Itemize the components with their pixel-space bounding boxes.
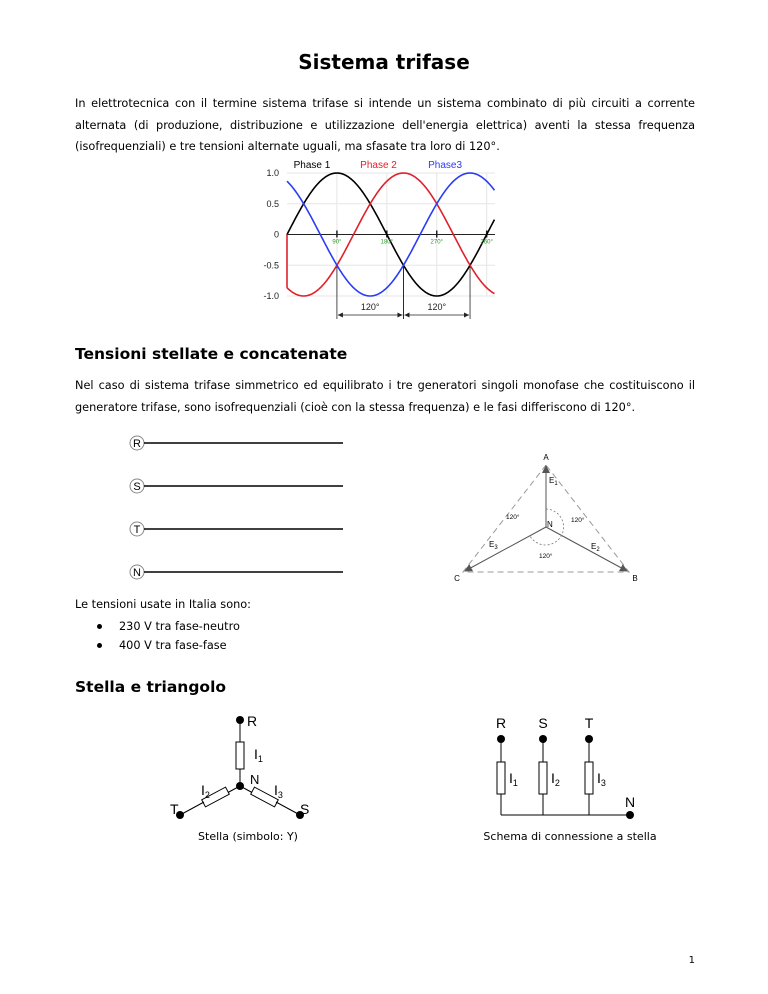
scheme-current-1: $I_1$ [509, 770, 518, 788]
star-connection-scheme [480, 710, 655, 830]
vertex-b: B [632, 574, 638, 583]
intro-paragraph: In elettrotecnica con il termine sistema trifase si intende un sistema combinato di più circuiti a corrente alternata (di produzione, distribuzione e utilizzazione dell'energia elettrica) aventi la stessa frequenza (isofrequenziali) e tre tensioni alternate uguali, ma sfasate tra loro di 120°. [75, 97, 695, 153]
y-tick-label: 1.0 [266, 168, 279, 178]
annotation-label: 120° [427, 302, 447, 312]
scheme-label-r: R [495, 715, 507, 731]
star-label-s: S [300, 801, 310, 817]
star-current-3: $I_3$ [274, 782, 283, 800]
vertex-c: C [454, 574, 460, 583]
voltages-lead: Le tensioni usate in Italia sono: [75, 598, 251, 611]
line-n [130, 565, 343, 579]
star-label-t: T [170, 801, 179, 817]
star-caption: Stella (simbolo: Y) [198, 830, 298, 843]
terminal-dot [236, 716, 244, 724]
vertex-a: A [543, 453, 549, 462]
line-s [130, 479, 343, 493]
angle-label-2: 120° [571, 517, 585, 524]
phasor-diagram [445, 452, 655, 590]
vector-e3 [465, 527, 546, 571]
page-number: 1 [688, 955, 695, 966]
section-heading-tensioni: Tensioni stellate e concatenate [75, 345, 348, 363]
x-tick-label: 270° [430, 239, 443, 246]
x-tick-label: 90° [332, 239, 342, 246]
x-tick-label: 360° [480, 239, 493, 246]
section-paragraph-tensioni: Nel caso di sistema trifase simmetrico ed equilibrato i tre generatori singoli monofase che costituiscono il generatore trifase, sono isofrequenziali (cioè con la stessa frequenza) e le fasi differiscono di 120°. [75, 379, 695, 414]
scheme-current-3: $I_3$ [597, 770, 606, 788]
label-e2: $E_2$ [591, 542, 600, 553]
label-e3: $E_3$ [489, 540, 498, 551]
y-tick-label: -1.0 [263, 291, 279, 301]
line-r [130, 436, 343, 450]
line-label-t: T [133, 524, 141, 536]
neutral-dot [236, 782, 244, 790]
page-title: Sistema trifase [298, 50, 470, 74]
scheme-label-s: S [538, 715, 548, 731]
line-label-r: R [133, 438, 141, 450]
star-label-r: R [247, 713, 258, 729]
scheme-label-t: T [584, 715, 594, 731]
y-tick-label: -0.5 [263, 260, 279, 271]
angle-label-3: 120° [539, 553, 553, 560]
list-item: 400 V tra fase-fase [75, 636, 240, 655]
angle-label-1: 120° [506, 514, 520, 521]
section-heading-stella: Stella e triangolo [75, 678, 227, 696]
legend-entry: Phase 1 [293, 160, 331, 171]
scheme-label-n: N [624, 794, 636, 810]
x-tick-label: 180° [380, 239, 394, 246]
line-label-n: N [133, 567, 141, 579]
star-current-1: $I_1$ [254, 746, 263, 764]
star-current-2: $I_2$ [201, 782, 210, 800]
star-label-n: N [250, 772, 260, 787]
annotation-label: 120° [360, 302, 380, 312]
y-tick-label: 0 [273, 229, 279, 240]
scheme-current-2: $I_2$ [551, 770, 560, 788]
vector-e2 [546, 527, 627, 571]
legend-entry: Phase 2 [360, 160, 397, 171]
label-e1: $E_1$ [549, 476, 558, 487]
scheme-caption: Schema di connessione a stella [483, 830, 657, 843]
line-t [130, 522, 343, 536]
line-label-s: S [133, 481, 141, 493]
y-tick-label: 0.5 [266, 198, 279, 209]
center-n: N [547, 520, 553, 529]
legend-entry: Phase3 [428, 160, 463, 171]
voltages-list [75, 617, 240, 655]
supply-lines-diagram [125, 432, 355, 584]
list-item: 230 V tra fase-neutro [75, 617, 240, 636]
three-phase-waveform-chart [252, 158, 512, 330]
star-connection-diagram [168, 705, 328, 830]
